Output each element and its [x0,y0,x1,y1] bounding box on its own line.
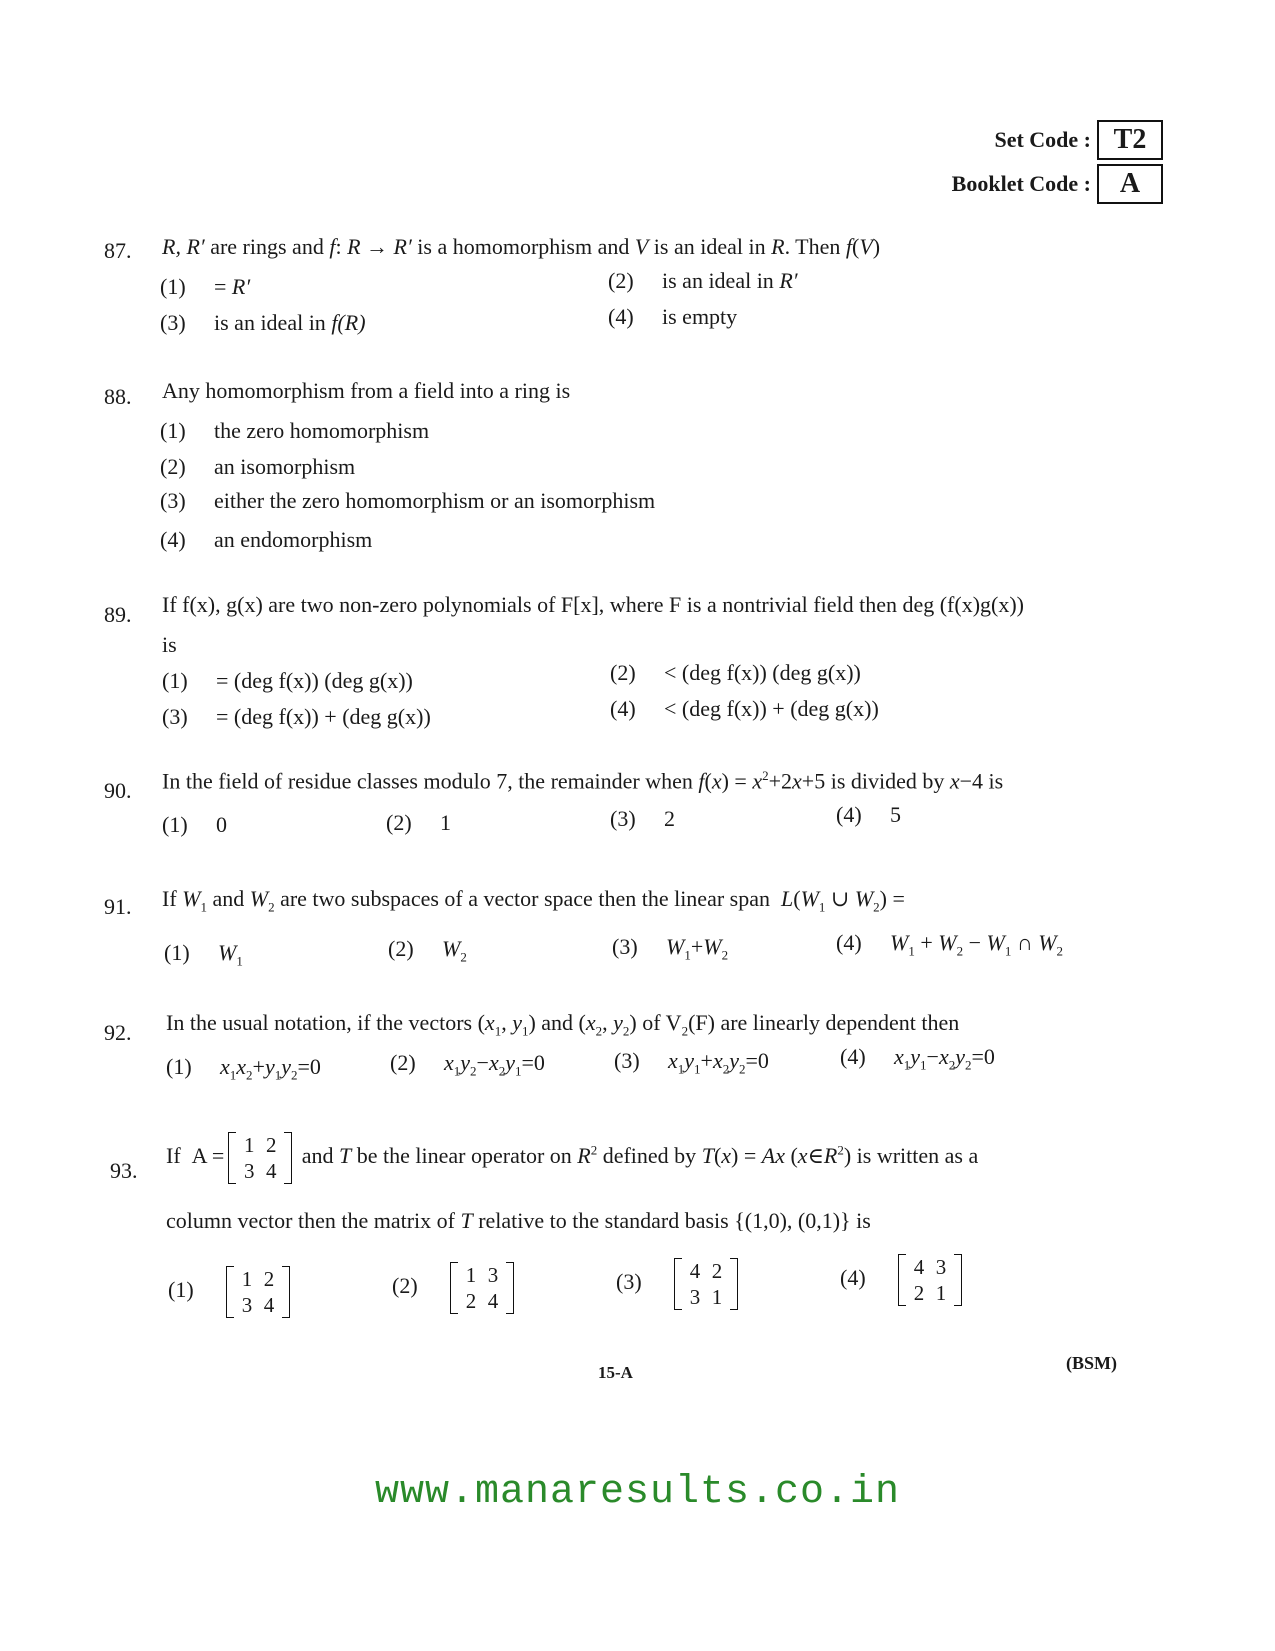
option-1: (1) 1 2 3 4 [168,1266,294,1318]
option-2: (2) 1 [386,810,451,835]
question-text-cont: is [162,632,177,657]
option-3: (3) 2 [610,806,675,831]
question-number: 87. [104,238,132,263]
option-3: (3) $W_1+W_2$ [612,934,729,963]
matrix-a: 1 2 3 4 [228,1132,292,1184]
option-1: (1) 0 [162,812,227,837]
question-number: 89. [104,602,132,627]
question-number: 92. [104,1020,132,1045]
option-2: (2) an isomorphism [160,454,356,479]
option-4: (4) 4 3 2 1 [840,1254,966,1306]
option-3: (3) $x_1y_1+x_2y_2=0$ [614,1048,769,1077]
subject-code: (BSM) [1066,1353,1117,1373]
option-2: (2) < (deg f(x)) (deg g(x)) [610,660,861,685]
option-1: (1) $W_1$ [164,940,243,969]
question-number: 91. [104,894,132,919]
option-4: (4) $x_1y_1-x_2y_2=0$ [840,1044,995,1073]
question-text: In the field of residue classes modulo 7, the remainder when $f(x) = x^2+2x+5$ is divided by x−4 is [162,768,1004,794]
option-4: (4) 5 [836,802,901,827]
option-3: (3) is an ideal in f(R) [160,310,366,335]
option-2: (2) $x_1y_2-x_2y_1=0$ [390,1050,545,1079]
option-3: (3) 4 2 3 1 [616,1258,742,1310]
option-4: (4) $W_1 + W_2 - W_1$ ∩ $W_2$ [836,930,1064,959]
question-number: 88. [104,384,132,409]
option-1: (1) = (deg f(x)) (deg g(x)) [162,668,413,693]
question-text: In the usual notation, if the vectors ($x_1$, $y_1$) and ($x_2$, $y_2$) of $V_2(F)$ are linearly dependent then [166,1010,960,1039]
question-text: R, R′ are rings and f: R → R′ is a homomorphism and V is an ideal in R. Then f(V) [162,234,881,259]
question-text: If A = 1 2 3 4 and T be the linear operator on $R^2$ defined by T(x) = Ax $(x\in R^2)$ is written as a [166,1133,979,1183]
question-text: If f(x), g(x) are two non-zero polynomials of F[x], where F is a nontrivial field then deg (f(x)g(x)) [162,592,1025,617]
option-1: (1) $x_1x_2+y_1y_2=0$ [166,1054,321,1083]
set-code-row [952,118,1163,162]
question-number: 90. [104,778,132,803]
question-text: If $W_1$ and $W_2$ are two subspaces of a vector space then the linear span $L(W_1$ ∪ $W_2$) = [162,886,905,915]
question-text: Any homomorphism from a field into a ring is [162,378,571,403]
option-3: (3) = (deg f(x)) + (deg g(x)) [162,704,431,729]
set-code-label: Set Code : [994,127,1091,152]
option-4: (4) an endomorphism [160,527,373,552]
option-2: (2) $W_2$ [388,936,467,965]
option-1: (1) = R′ [160,274,251,299]
question-number: 93. [110,1158,138,1183]
option-4: (4) is empty [608,304,738,329]
booklet-code-label: Booklet Code : [951,171,1091,196]
question-text-cont: column vector then the matrix of T relative to the standard basis {(1,0), (0,1)} is [166,1208,871,1233]
option-1: (1) the zero homomorphism [160,418,430,443]
option-3: (3) either the zero homomorphism or an isomorphism [160,488,656,513]
option-2: (2) is an ideal in R′ [608,268,798,293]
header-codes [952,118,1163,206]
page-code: 15-A [598,1363,633,1382]
booklet-code-row [952,162,1163,206]
option-2: (2) 1 3 2 4 [392,1262,518,1314]
option-4: (4) < (deg f(x)) + (deg g(x)) [610,696,879,721]
set-code-box: T2 [1097,120,1163,160]
booklet-code-box: A [1097,164,1163,204]
watermark-link[interactable]: www.manaresults.co.in [374,1470,901,1515]
